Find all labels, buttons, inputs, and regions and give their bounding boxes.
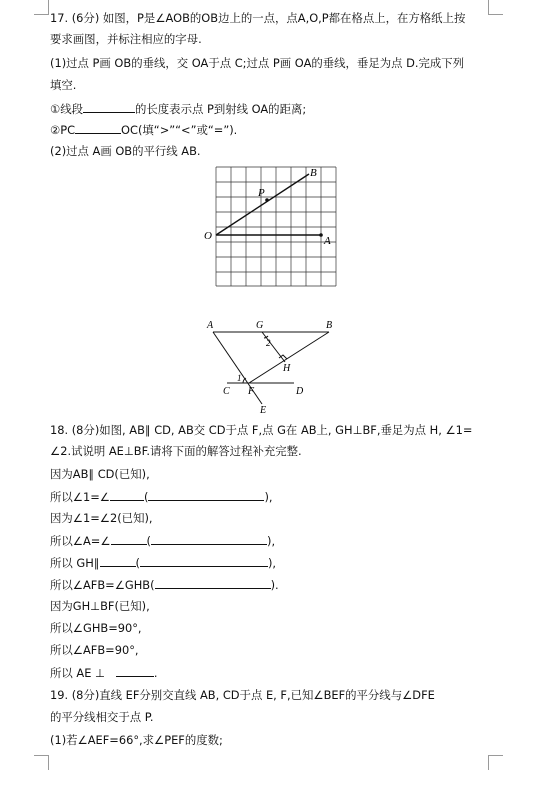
grid-lines bbox=[216, 167, 336, 286]
label-b2: B bbox=[326, 320, 333, 331]
q18-step-5-paren-open: ( bbox=[135, 556, 140, 570]
q18-step-10-text: 所以 AE ⊥ bbox=[50, 666, 105, 680]
label-a2: A bbox=[207, 320, 214, 331]
q18-step-9: 所以∠AFB=90°, bbox=[50, 643, 139, 657]
q17-heading: 17. (6分) 如图，P是∠AOB的OB边上的一点，点A,O,P都在格点上，在方格纸上按 bbox=[50, 11, 466, 25]
reason-blank[interactable] bbox=[140, 555, 268, 567]
label-c: C bbox=[223, 386, 230, 397]
q17-part1-cont: 填空. bbox=[50, 78, 77, 92]
q17-part1: (1)过点 P画 OB的垂线，交 OA于点 C;过点 P画 OA的垂线，垂足为点 D.完成下列 bbox=[50, 56, 465, 70]
label-angle-2: 2 bbox=[266, 338, 271, 348]
label-o: O bbox=[204, 230, 212, 242]
label-p: P bbox=[258, 187, 265, 199]
q18-step-8: 所以∠GHB=90°, bbox=[50, 621, 142, 635]
answer-blank[interactable] bbox=[110, 489, 144, 501]
label-f: F bbox=[248, 386, 255, 397]
q19-heading: 19. (8分)直线 EF分别交直线 AB, CD于点 E, F,已知∠BEF的平分线与∠DFE bbox=[50, 688, 435, 702]
reason-blank[interactable] bbox=[148, 489, 264, 501]
q17-fill-2-prefix: ②PC bbox=[50, 123, 76, 137]
label-a: A bbox=[324, 235, 331, 247]
label-e: E bbox=[260, 405, 267, 416]
point-a bbox=[319, 233, 323, 237]
q17-fill-2-suffix: OC(填“>”“<”或“=”). bbox=[121, 123, 238, 137]
line-bf bbox=[249, 332, 329, 383]
q18-step-5 bbox=[50, 555, 276, 571]
q18-step-4-text: 所以∠A=∠ bbox=[50, 534, 111, 548]
q17-fill-1-suffix: 的长度表示点 P到射线 OA的距离; bbox=[135, 102, 307, 116]
q18-step-2-text: 所以∠1=∠ bbox=[50, 490, 110, 504]
ray-ob bbox=[216, 174, 309, 235]
q18-step-4-paren-open: ( bbox=[146, 534, 151, 548]
q18-step-4-paren-close: ), bbox=[267, 534, 276, 548]
q18-step-1: 因为AB∥ CD(已知), bbox=[50, 467, 150, 481]
q18-step-5-text: 所以 GH∥ bbox=[50, 556, 100, 570]
label-h: H bbox=[283, 363, 291, 374]
label-angle-1: 1 bbox=[237, 373, 242, 383]
reason-blank[interactable] bbox=[151, 533, 267, 545]
q18-step-2 bbox=[50, 489, 273, 505]
answer-blank[interactable] bbox=[100, 555, 136, 567]
q19-part1: (1)若∠AEF=66°,求∠PEF的度数; bbox=[50, 733, 223, 747]
q18-step-2-paren-close: ), bbox=[264, 490, 273, 504]
answer-blank[interactable] bbox=[111, 533, 147, 545]
parallel-figure bbox=[213, 332, 329, 404]
q19-heading-cont: 的平分线相交于点 P. bbox=[50, 710, 154, 724]
answer-blank[interactable] bbox=[116, 665, 154, 677]
q18-heading-cont: ∠2.试说明 AE⊥BF.请将下面的解答过程补充完整. bbox=[50, 444, 302, 458]
q18-step-2-paren-open: ( bbox=[144, 490, 149, 504]
q18-step-6-text: 所以∠AFB=∠GHB( bbox=[50, 578, 155, 592]
q18-step-7: 因为GH⊥BF(已知), bbox=[50, 599, 150, 613]
point-p bbox=[265, 198, 269, 202]
q18-step-10 bbox=[50, 665, 157, 681]
q18-heading: 18. (8分)如图, AB∥ CD, AB交 CD于点 F,点 G在 AB上, GH⊥BF,垂足为点 H, ∠1= bbox=[50, 423, 473, 437]
q18-step-10-end: . bbox=[153, 666, 158, 680]
q17-part2: (2)过点 A画 OB的平行线 AB. bbox=[50, 144, 201, 158]
line-ae bbox=[213, 332, 262, 404]
reason-blank[interactable] bbox=[155, 577, 271, 589]
q18-step-6-paren-close: ). bbox=[270, 578, 279, 592]
label-g: G bbox=[256, 320, 264, 331]
label-b: B bbox=[310, 167, 317, 179]
q18-step-3: 因为∠1=∠2(已知), bbox=[50, 511, 153, 525]
q17-heading-cont: 要求画图，并标注相应的字母. bbox=[50, 32, 202, 46]
q18-step-5-paren-close: ), bbox=[267, 556, 277, 570]
q18-step-6 bbox=[50, 577, 279, 593]
label-d: D bbox=[296, 386, 304, 397]
q17-fill-1-prefix: ①线段 bbox=[50, 102, 83, 116]
q18-step-4 bbox=[50, 533, 275, 549]
